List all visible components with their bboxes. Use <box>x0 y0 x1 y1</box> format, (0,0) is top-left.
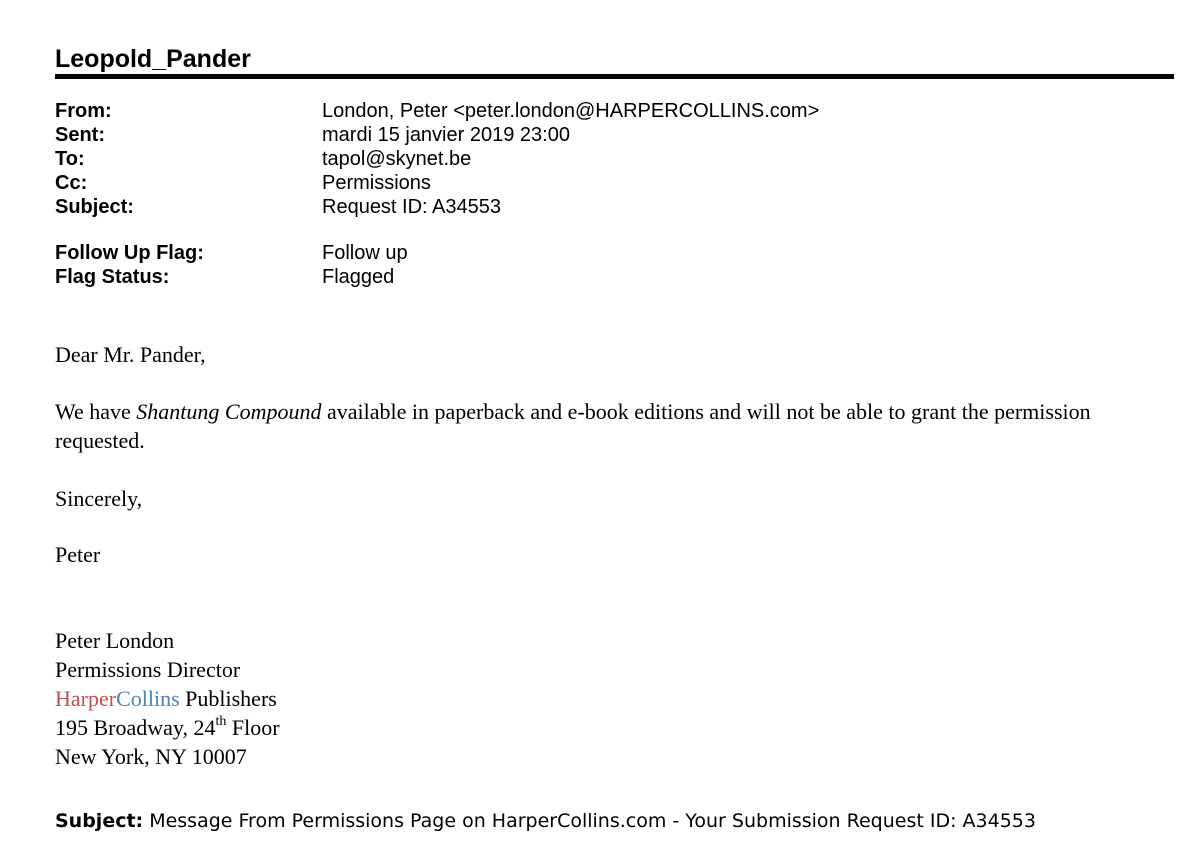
closing: Sincerely, <box>55 486 143 511</box>
title-divider <box>55 74 1174 79</box>
address-ordinal: th <box>215 713 227 729</box>
to-label: To: <box>55 148 85 170</box>
subject-value: Request ID: A34553 <box>322 196 502 218</box>
subject-label: Subject: <box>55 196 134 218</box>
sent-label: Sent: <box>55 124 105 146</box>
brand-suffix: Publishers <box>179 686 277 711</box>
paragraph-prefix: We have <box>55 399 137 424</box>
greeting: Dear Mr. Pander, <box>55 342 206 367</box>
quoted-subject-label: Subject: <box>55 810 144 832</box>
brand-collins: Collins <box>116 686 180 711</box>
quoted-subject-value: Message From Permissions Page on HarperCollins.com - Your Submission Request ID: A34553 <box>143 810 1036 832</box>
cc-label: Cc: <box>55 172 88 194</box>
flagstatus-value: Flagged <box>322 266 395 288</box>
cc-value: Permissions <box>322 172 431 194</box>
sent-value: mardi 15 janvier 2019 23:00 <box>322 124 570 146</box>
signature-company <box>55 684 280 713</box>
brand-harper: Harper <box>55 686 117 711</box>
from-label: From: <box>55 100 112 122</box>
page-title: Leopold_Pander <box>55 45 251 73</box>
to-value: tapol@skynet.be <box>322 148 472 170</box>
message-paragraph <box>55 397 1165 455</box>
signature-position: Permissions Director <box>55 657 241 682</box>
signature-block <box>55 626 280 771</box>
flagstatus-label: Flag Status: <box>55 266 170 288</box>
signature-address <box>55 713 280 742</box>
address-suffix: Floor <box>226 715 280 740</box>
followup-value: Follow up <box>322 242 408 264</box>
from-value: London, Peter <peter.london@HARPERCOLLINS.com> <box>322 100 820 122</box>
quoted-subject <box>55 808 1036 834</box>
address-prefix: 195 Broadway, 24 <box>55 715 216 740</box>
followup-label: Follow Up Flag: <box>55 242 204 264</box>
book-title: Shantung Compound <box>136 399 322 424</box>
paragraph-suffix: available in paperback and e-book editions and will not be able to grant the permission requested. <box>55 399 1091 453</box>
signature-city: New York, NY 10007 <box>55 744 247 769</box>
signature-name: Peter London <box>55 628 175 653</box>
sign-off-name: Peter <box>55 542 101 567</box>
